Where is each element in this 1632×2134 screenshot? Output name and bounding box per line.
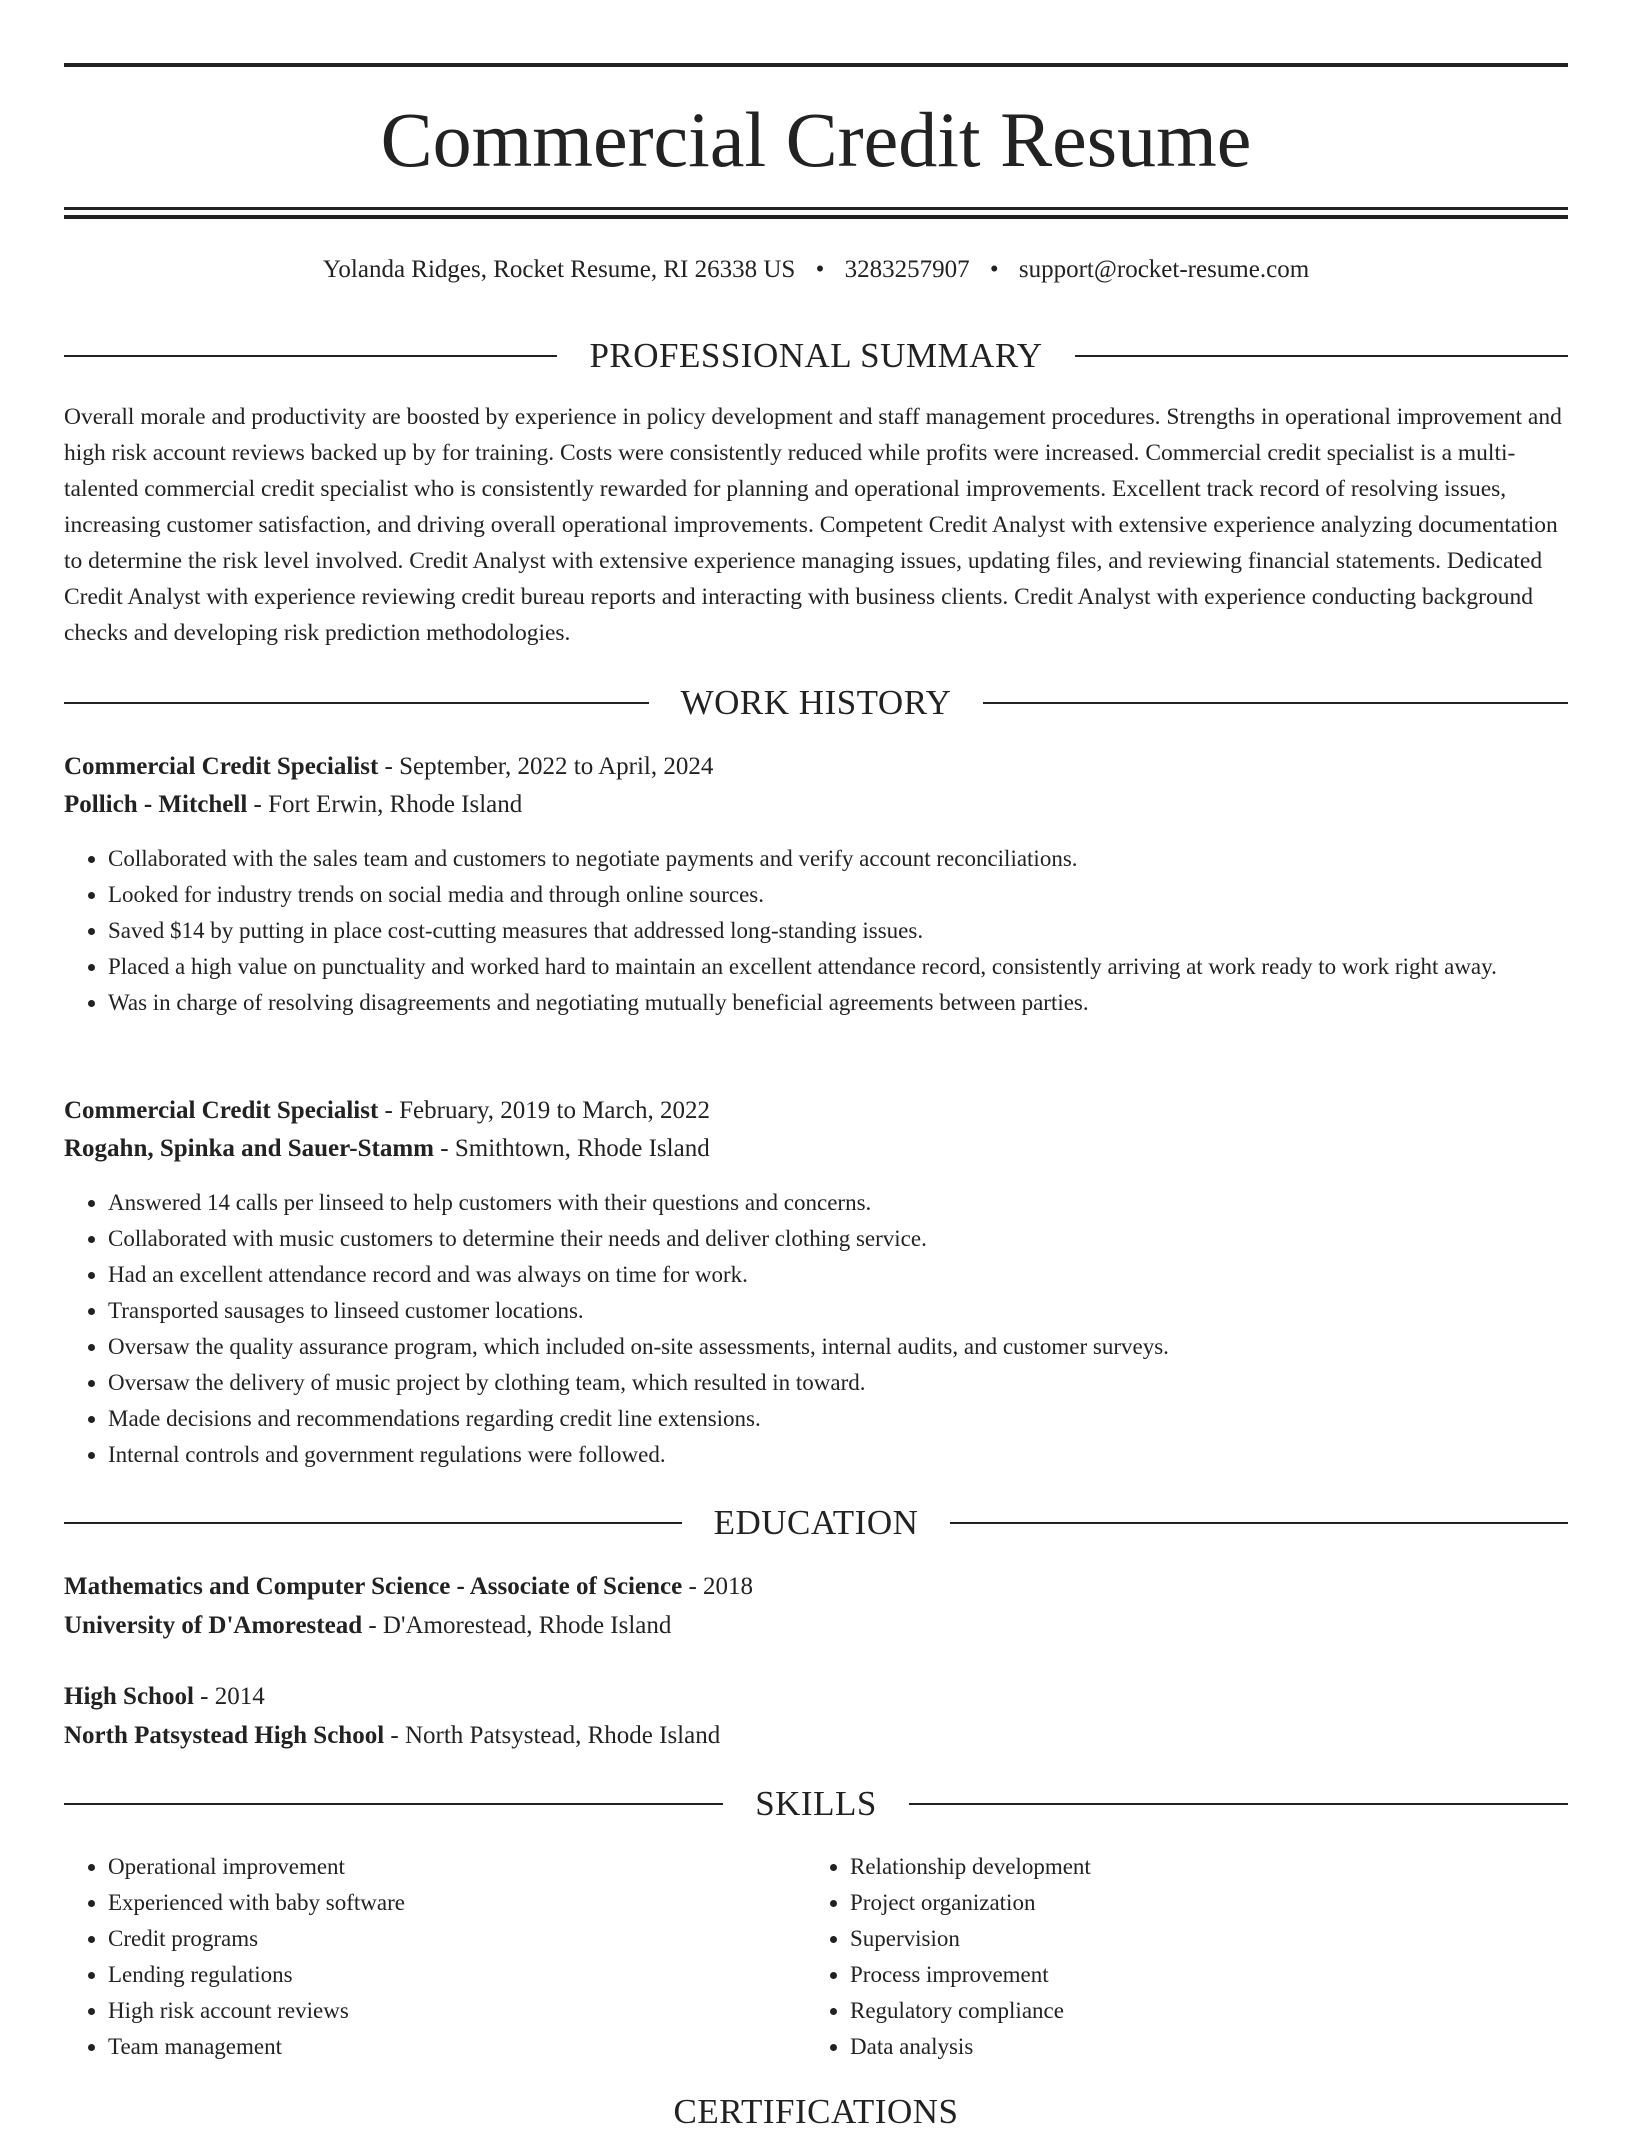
job-title: Commercial Credit Specialist (64, 753, 379, 780)
contact-email: support@rocket-resume.com (1018, 256, 1310, 283)
list-item: • Internal controls and government regulations were followed. (108, 1437, 1612, 1473)
education-year: - 2018 (682, 1573, 754, 1600)
education-location: - North Patsystead, Rhode Island (384, 1722, 721, 1749)
education-school: North Patsystead High School (64, 1722, 385, 1749)
list-item: • Process improvement (850, 1957, 1550, 1993)
contact-address: Yolanda Ridges, Rocket Resume, RI 26338 US (322, 256, 796, 283)
list-item: • Supervision (850, 1921, 1550, 1957)
list-item: • Was in charge of resolving disagreements and negotiating mutually beneficial agreements between parties. (108, 985, 1612, 1021)
list-item: • Transported sausages to linseed customer locations. (108, 1293, 1612, 1329)
title-rule-lower (64, 215, 1568, 219)
section-heading-label: PROFESSIONAL SUMMARY (589, 336, 1043, 375)
heading-line (909, 1803, 1568, 1805)
list-item: • Regulatory compliance (850, 1993, 1550, 2029)
section-heading-certifications (64, 2090, 1568, 2134)
list-item: • Placed a high value on punctuality and worked hard to maintain an excellent attendance record, consistently arriving at work ready to work right away. (108, 949, 1612, 985)
job-title-line (64, 748, 1568, 786)
education-degree-line (64, 1568, 1568, 1606)
education-school: University of D'Amorestead (64, 1612, 363, 1639)
page-title: Commercial Credit Resume (380, 96, 1252, 183)
list-item: • Relationship development (850, 1849, 1550, 1885)
job-company-line (64, 786, 1568, 824)
job-location: - Fort Erwin, Rhode Island (247, 791, 523, 818)
list-item: • Operational improvement (108, 1849, 808, 1885)
skills-list-right (806, 1849, 1550, 2065)
contact-separator: • (815, 256, 825, 283)
list-item: • Oversaw the delivery of music project by clothing team, which resulted in toward. (108, 1365, 1612, 1401)
education-degree: Mathematics and Computer Science - Associate of Science (64, 1573, 683, 1600)
list-item: • Answered 14 calls per linseed to help customers with their questions and concerns. (108, 1185, 1612, 1221)
skills-list-left (64, 1849, 808, 2065)
heading-line (64, 702, 649, 704)
job-bullets (64, 841, 1612, 1021)
job-title: Commercial Credit Specialist (64, 1097, 379, 1124)
list-item: • Lending regulations (108, 1957, 808, 1993)
section-heading-skills (64, 1782, 1568, 1826)
contact-line (64, 253, 1568, 287)
list-item: • Had an excellent attendance record and was always on time for work. (108, 1257, 1612, 1293)
section-heading-work-history (64, 681, 1568, 725)
list-item: • Project organization (850, 1885, 1550, 1921)
job-title-line (64, 1092, 1568, 1130)
section-heading-label: SKILLS (755, 1784, 877, 1823)
list-item: • Collaborated with the sales team and customers to negotiate payments and verify account reconciliations. (108, 841, 1612, 877)
heading-line (64, 1803, 723, 1805)
section-heading-summary (64, 334, 1568, 378)
education-year: - 2014 (193, 1683, 265, 1710)
heading-line (983, 702, 1568, 704)
list-item: • Oversaw the quality assurance program, which included on-site assessments, internal audits, and customer surveys. (108, 1329, 1612, 1365)
contact-separator: • (989, 256, 999, 283)
heading-line (1075, 355, 1568, 357)
job-location: - Smithtown, Rhode Island (434, 1135, 710, 1162)
list-item: • Saved $14 by putting in place cost-cutting measures that addressed long-standing issues. (108, 913, 1612, 949)
education-school-line (64, 1607, 1568, 1645)
job-dates: - February, 2019 to March, 2022 (378, 1097, 710, 1124)
heading-line (64, 355, 557, 357)
heading-line (950, 1522, 1568, 1524)
list-item: • Collaborated with music customers to determine their needs and deliver clothing service. (108, 1221, 1612, 1257)
heading-line (64, 1522, 682, 1524)
list-item: • Data analysis (850, 2029, 1550, 2065)
list-item: • Team management (108, 2029, 808, 2065)
education-school-line (64, 1717, 1568, 1755)
section-heading-education (64, 1501, 1568, 1545)
job-company: Rogahn, Spinka and Sauer-Stamm (64, 1135, 435, 1162)
list-item: • Looked for industry trends on social media and through online sources. (108, 877, 1612, 913)
top-rule (64, 63, 1568, 67)
list-item: • High risk account reviews (108, 1993, 808, 2029)
job-company-line (64, 1130, 1568, 1168)
summary-text: Overall morale and productivity are boosted by experience in policy development and staff management procedures. Strengths in operational improvement and high risk account reviews backed up by for training. Costs were consistently reduced while profits were increased. Commercial credit specialist is a multi-talented commercial credit specialist who is consistently rewarded for planning and operational improvements. Excellent track record of resolving issues, increasing customer satisfaction, and driving overall operational improvements. Competent Credit Analyst with extensive experience analyzing documentation to determine the risk level involved. Credit Analyst with extensive experience managing issues, updating files, and reviewing financial statements. Dedicated Credit Analyst with experience reviewing credit bureau reports and interacting with business clients. Credit Analyst with experience conducting background checks and developing risk prediction methodologies. (64, 404, 1562, 646)
section-heading-label: EDUCATION (713, 1503, 919, 1542)
education-degree-line (64, 1678, 1568, 1716)
job-dates: - September, 2022 to April, 2024 (378, 753, 714, 780)
education-degree: High School (64, 1683, 194, 1710)
section-heading-label: WORK HISTORY (680, 683, 952, 722)
job-company: Pollich - Mitchell (64, 791, 248, 818)
list-item: • Made decisions and recommendations regarding credit line extensions. (108, 1401, 1612, 1437)
section-heading-label: CERTIFICATIONS (673, 2092, 959, 2131)
education-location: - D'Amorestead, Rhode Island (362, 1612, 672, 1639)
list-item: • Experienced with baby software (108, 1885, 808, 1921)
title-rule-upper (64, 207, 1568, 210)
contact-phone: 3283257907 (844, 256, 970, 283)
list-item: • Credit programs (108, 1921, 808, 1957)
job-bullets (64, 1185, 1612, 1473)
